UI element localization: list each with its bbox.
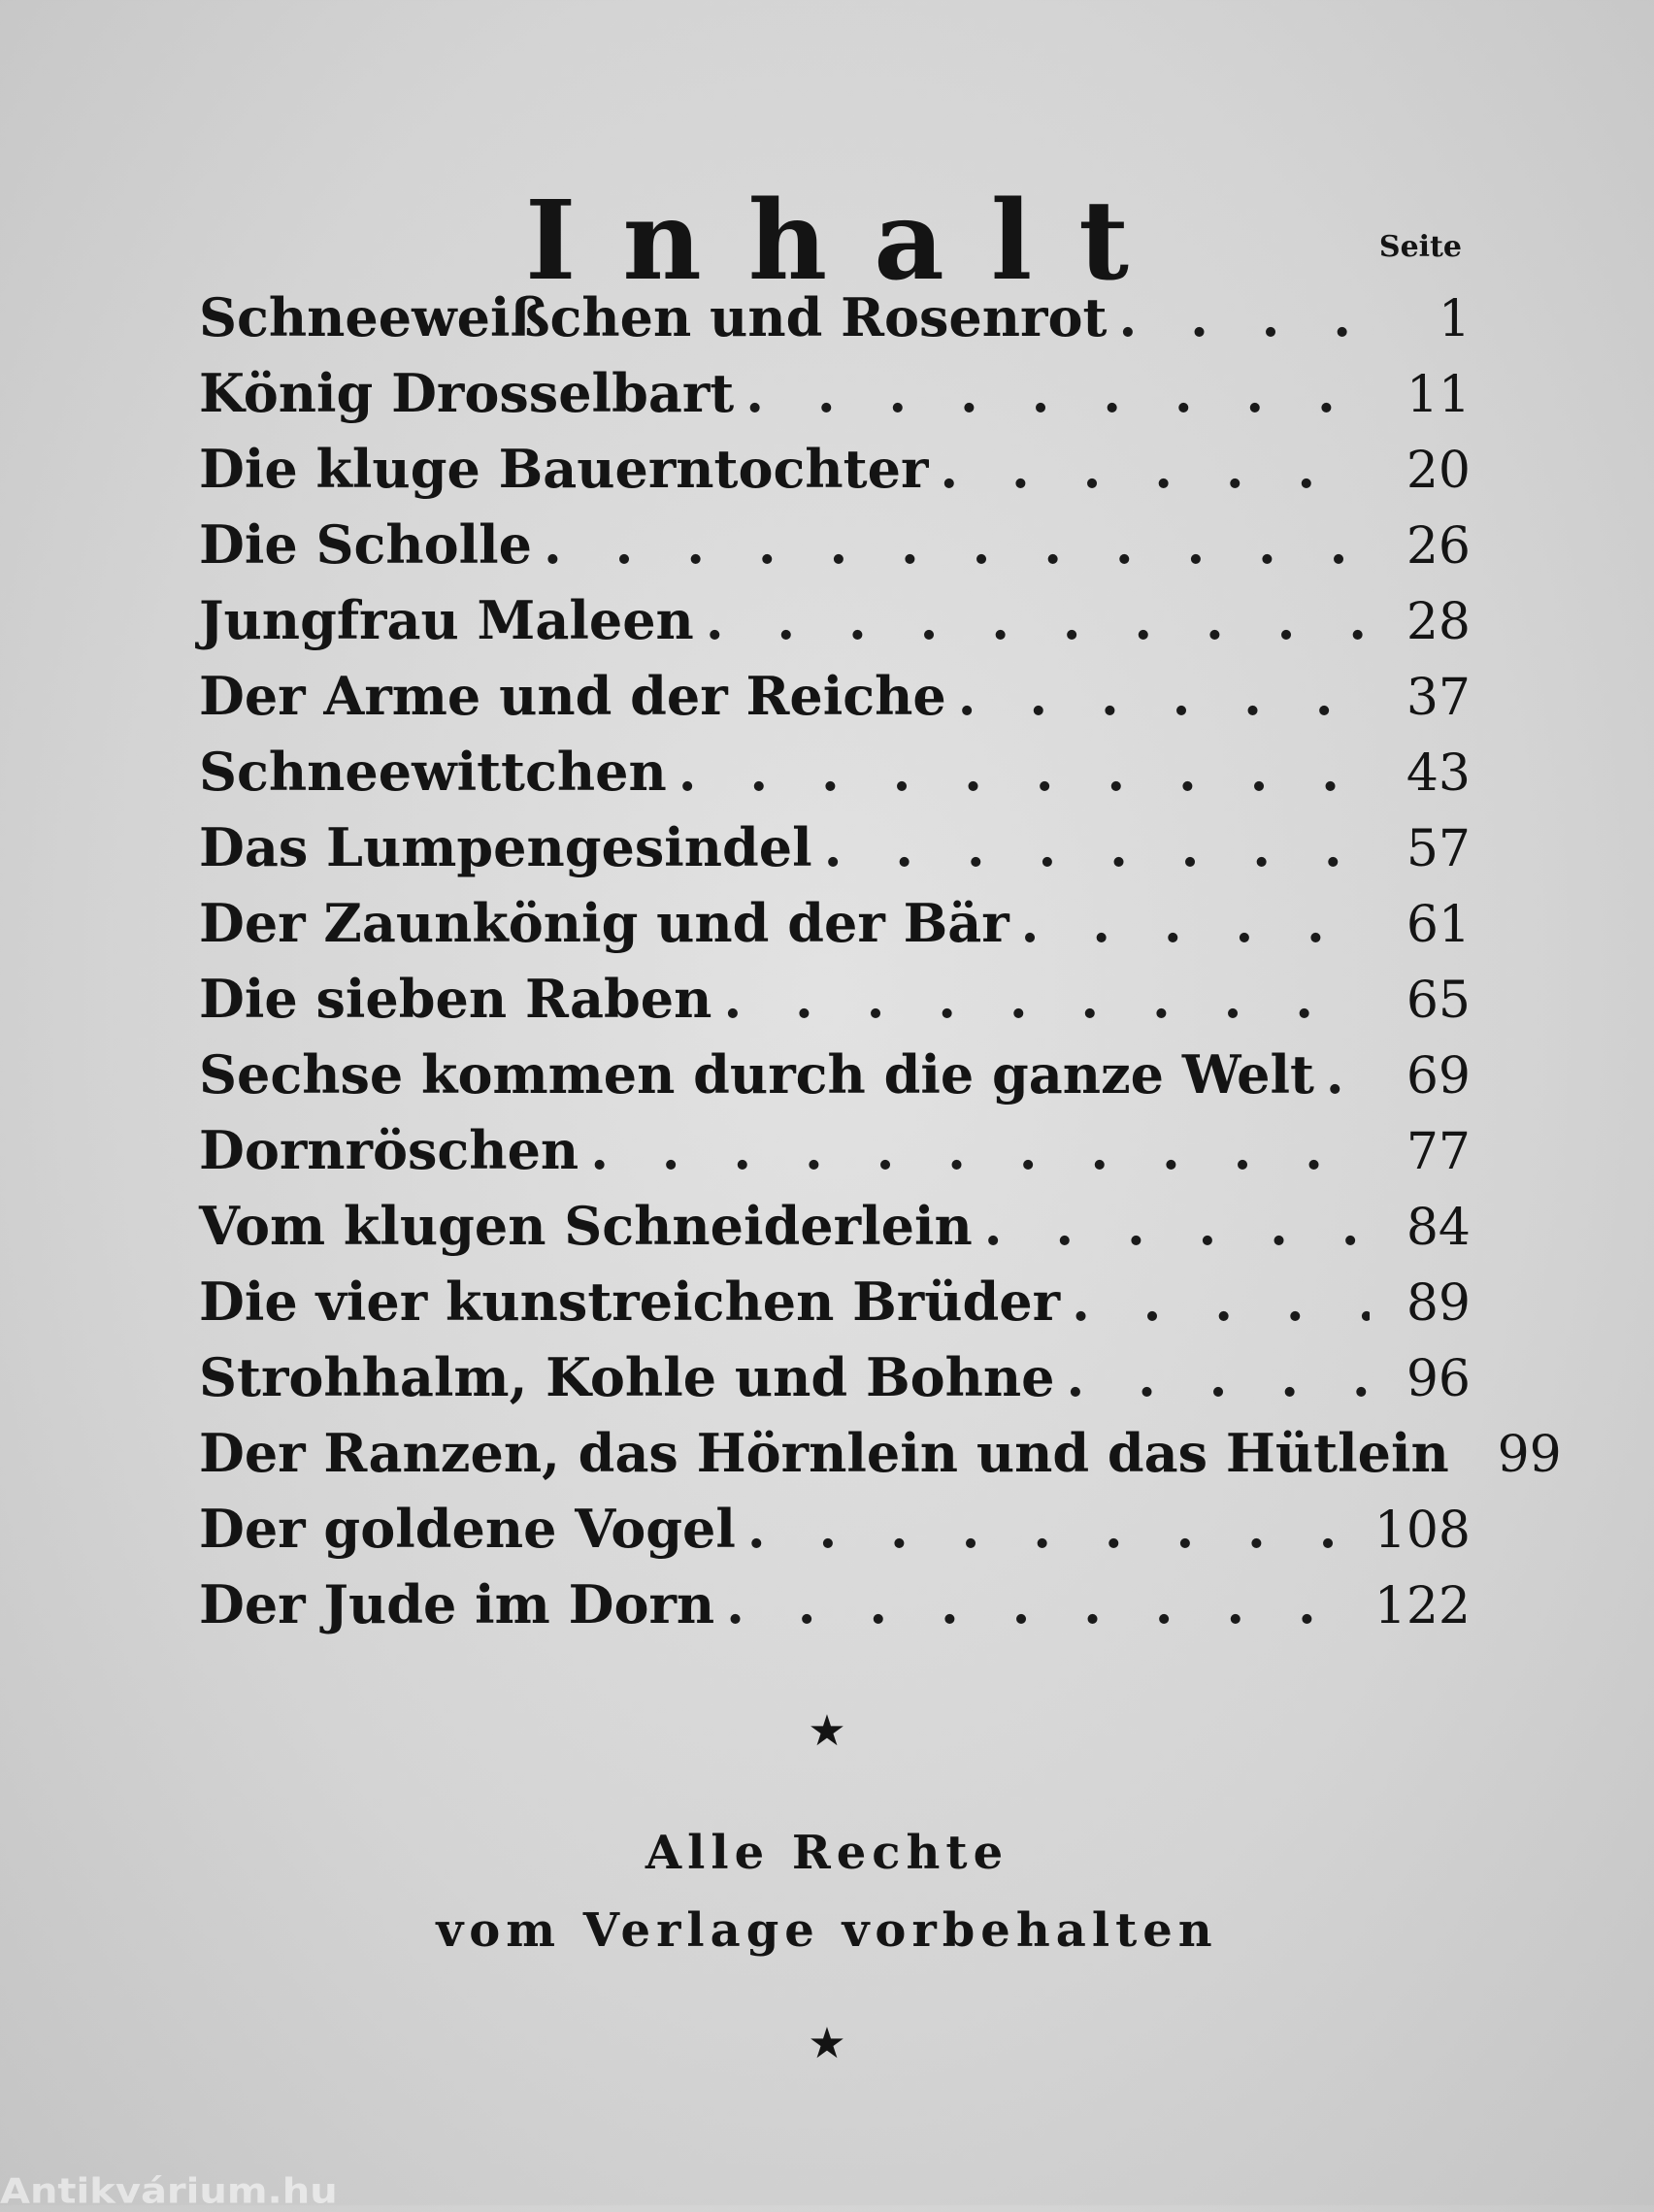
toc-entry [199, 1112, 1471, 1188]
toc-entry-page: 28 [1406, 593, 1471, 651]
toc-entry [199, 507, 1471, 582]
toc-entry-page: 84 [1406, 1199, 1471, 1257]
toc-leader-dots [1072, 1264, 1370, 1339]
toc-entry-title: Schneewittchen [199, 741, 667, 803]
toc-entry-page: 96 [1406, 1350, 1471, 1408]
rights-notice-line-1: Alle Rechte [645, 1826, 1009, 1880]
toc-entry [199, 280, 1471, 355]
toc-entry [199, 809, 1471, 885]
toc-entry-title: Der Jude im Dorn [199, 1573, 715, 1635]
toc-leader-dots [726, 1567, 1361, 1642]
toc-entry [199, 885, 1471, 961]
toc-entry-title: Die Scholle [199, 513, 533, 576]
toc-entry-title: Der Zaunkönig und der Bär [199, 892, 1009, 954]
toc-entry-title: Der Ranzen, das Hörnlein und das Hütlein [199, 1422, 1449, 1484]
toc-entry-page: 43 [1406, 744, 1471, 803]
toc-entry [199, 355, 1471, 431]
toc-leader-dots [1021, 885, 1370, 961]
toc-entry-page: 26 [1406, 517, 1471, 576]
toc-entry-page: 57 [1406, 820, 1471, 878]
toc-entry [199, 431, 1471, 507]
toc-entry [199, 734, 1471, 809]
toc-leader-dots [723, 961, 1370, 1037]
toc-leader-dots [958, 658, 1370, 734]
toc-entry-page: 61 [1406, 896, 1471, 954]
toc-entry-page: 20 [1406, 442, 1471, 500]
toc-entry-page: 108 [1373, 1502, 1471, 1560]
toc-entry-title: Strohhalm, Kohle und Bohne [199, 1346, 1055, 1408]
rights-notice-line-2: vom Verlage vorbehalten [436, 1903, 1218, 1958]
toc-entry-page: 77 [1406, 1123, 1471, 1181]
toc-entry-title: Vom klugen Schneiderlein [199, 1195, 973, 1257]
toc-entry-title: Die kluge Bauerntochter [199, 438, 929, 500]
toc-entry [199, 582, 1471, 658]
toc-entry-title: Das Lumpengesindel [199, 816, 812, 878]
toc-entry [199, 1339, 1471, 1415]
table-of-contents [199, 280, 1562, 1642]
toc-entry-page: 1 [1438, 290, 1471, 348]
watermark: Antikvárium.hu [0, 2171, 338, 2212]
star-ornament-icon: ★ [808, 1706, 846, 1756]
toc-entry-title: Jungfrau Maleen [199, 589, 694, 651]
toc-entry-title: Dornröschen [199, 1119, 579, 1181]
toc-leader-dots [1066, 1339, 1370, 1415]
toc-entry-page: 37 [1406, 669, 1471, 727]
toc-leader-dots [984, 1188, 1370, 1264]
toc-entry [199, 1415, 1562, 1491]
toc-leader-dots [747, 1491, 1361, 1567]
toc-entry [199, 658, 1471, 734]
toc-entry-title: Schneeweißchen und Rosenrot [199, 286, 1108, 348]
toc-entry-page: 89 [1406, 1274, 1471, 1333]
toc-leader-dots [1118, 280, 1370, 355]
toc-entry-page: 69 [1406, 1047, 1471, 1106]
toc-entry-title: Die sieben Raben [199, 968, 712, 1030]
toc-entry [199, 1188, 1471, 1264]
page-title: Inhalt [524, 178, 1176, 306]
toc-leader-dots [590, 1112, 1370, 1188]
toc-entry-title: Sechse kommen durch die ganze Welt [199, 1043, 1314, 1106]
toc-entry [199, 1567, 1471, 1642]
toc-entry [199, 961, 1471, 1037]
toc-entry-page: 99 [1497, 1426, 1562, 1484]
toc-entry-page: 11 [1406, 366, 1471, 424]
toc-entry [199, 1037, 1471, 1112]
toc-entry-title: König Drosselbart [199, 362, 735, 424]
toc-entry-title: Die vier kunstreichen Brüder [199, 1271, 1061, 1333]
toc-leader-dots [940, 431, 1370, 507]
toc-leader-dots [544, 507, 1370, 582]
toc-leader-dots [706, 582, 1370, 658]
toc-entry-title: Der goldene Vogel [199, 1498, 736, 1560]
toc-entry [199, 1264, 1471, 1339]
toc-leader-dots [824, 809, 1370, 885]
toc-entry-page: 65 [1406, 972, 1471, 1030]
toc-leader-dots [745, 355, 1370, 431]
toc-leader-dots [1326, 1037, 1370, 1112]
toc-entry-title: Der Arme und der Reiche [199, 665, 946, 727]
toc-entry [199, 1491, 1471, 1567]
toc-entry-page: 122 [1373, 1577, 1471, 1635]
toc-leader-dots [678, 734, 1370, 809]
star-ornament-icon: ★ [808, 2019, 846, 2068]
page-column-label: Seite [1378, 230, 1462, 264]
